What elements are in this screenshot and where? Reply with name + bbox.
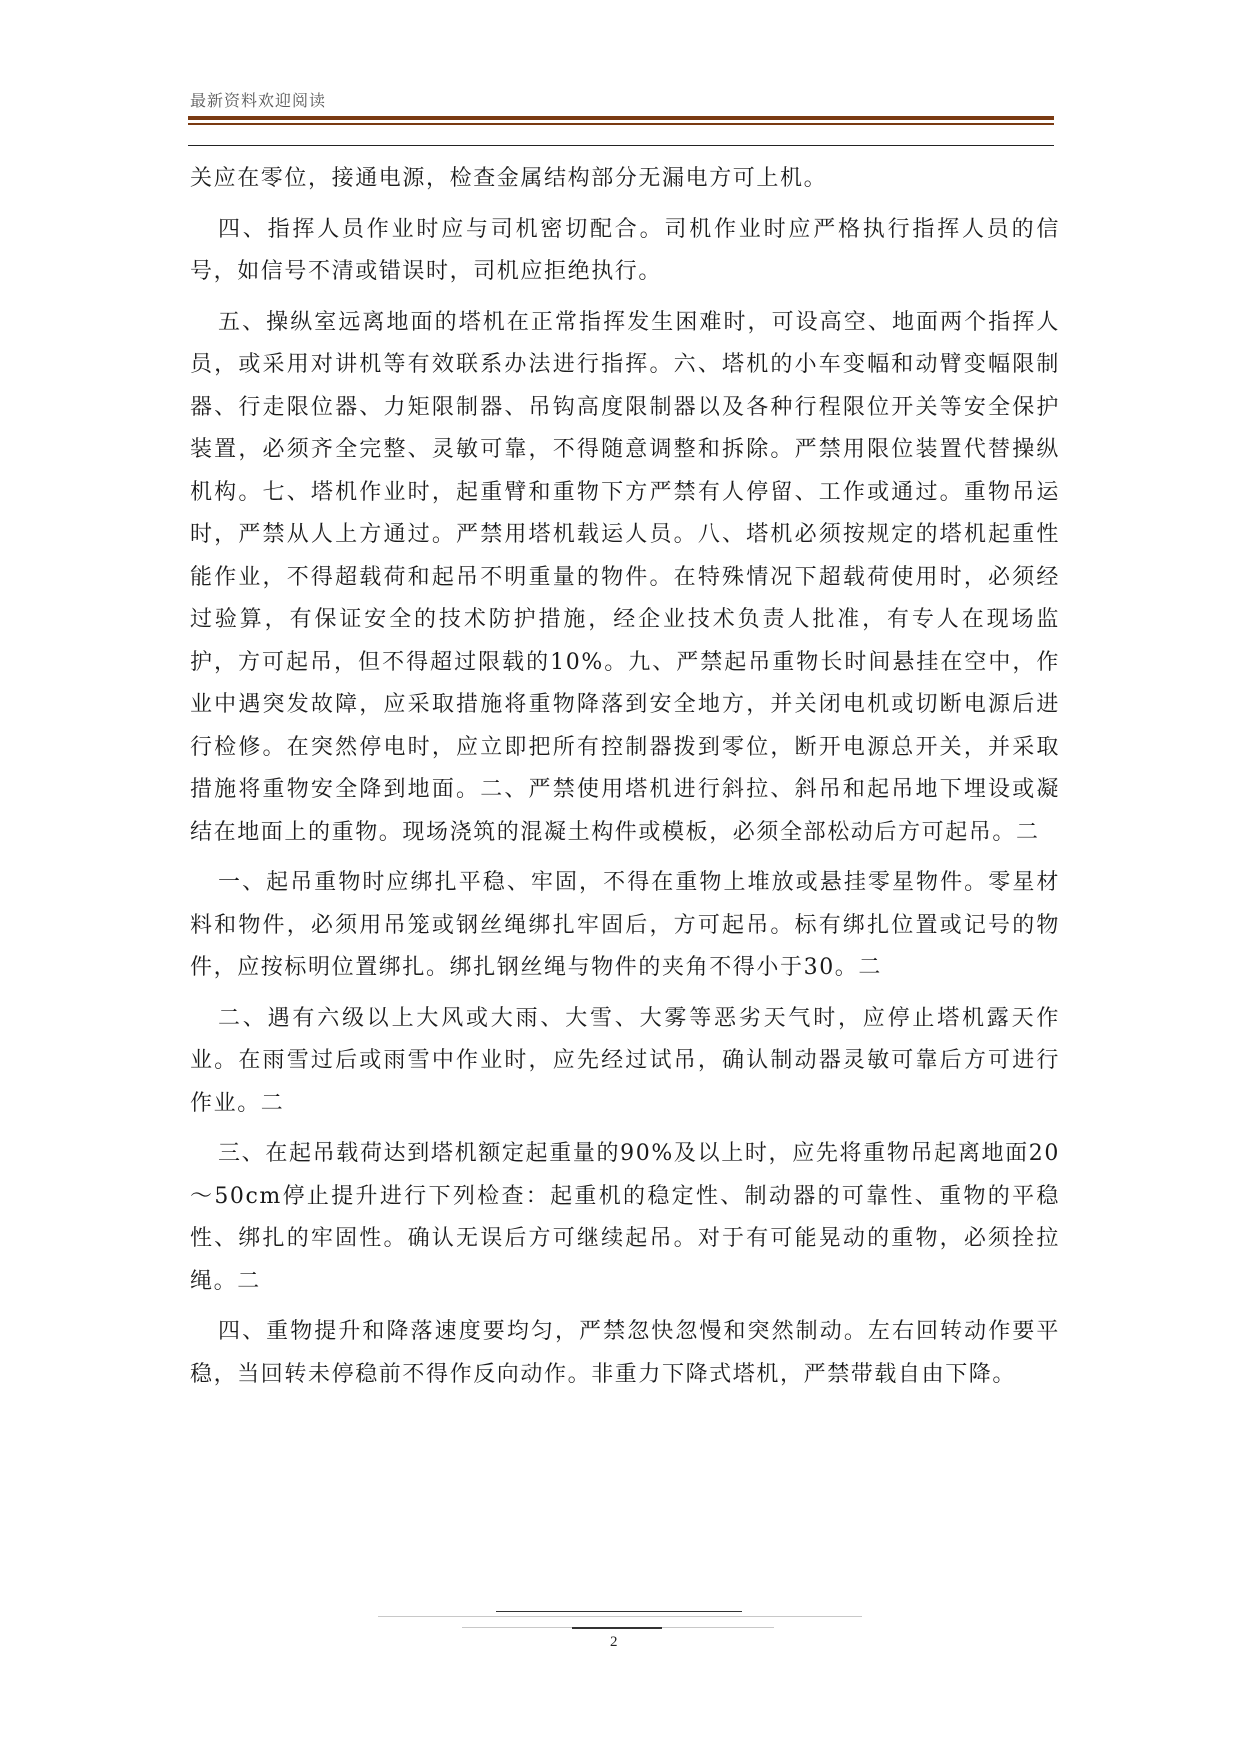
footer-rule — [378, 1616, 862, 1617]
document-body — [190, 158, 1060, 1404]
footer-rule — [496, 1611, 742, 1612]
page-number: 2 — [610, 1634, 618, 1650]
header-rule-thick — [188, 116, 1054, 120]
footer-rule — [572, 1627, 662, 1629]
page-header-title: 最新资料欢迎阅读 — [190, 91, 327, 110]
paragraph: 四、重物提升和降落速度要均匀，严禁忽快忽慢和突然制动。左右回转动作要平稳，当回转未停稳前不得作反向动作。非重力下降式塔机，严禁带载自由下降。 — [190, 1319, 1060, 1387]
paragraph: 五、操纵室远离地面的塔机在正常指挥发生困难时，可设高空、地面两个指挥人员，或采用对讲机等有效联系办法进行指挥。六、塔机的小车变幅和动臂变幅限制器、行走限位器、力矩限制器、吊钩高度限制器以及各种行程限位开关等安全保护装置，必须齐全完整、灵敏可靠，不得随意调整和拆除。严禁用限位装置代替操纵机构。七、塔机作业时，起重臂和重物下方严禁有人停留、工作或通过。重物吊运时，严禁从人上方通过。严禁用塔机载运人员。八、塔机必须按规定的塔机起重性能作业，不得超载荷和起吊不明重量的物件。在特殊情况下超载荷使用时，必须经过验算，有保证安全的技术防护措施，经企业技术负责人批准，有专人在现场监护，方可起吊，但不得超过限载的10%。九、严禁起吊重物长时间悬挂在空中，作业中遇突发故障，应采取措施将重物降落到安全地方，并关闭电机或切断电源后进行检修。在突然停电时，应立即把所有控制器拨到零位，断开电源总开关，并采取措施将重物安全降到地面。二、严禁使用塔机进行斜拉、斜吊和起吊地下埋设或凝结在地面上的重物。现场浇筑的混凝土构件或模板，必须全部松动后方可起吊。二 — [190, 309, 1060, 845]
paragraph: 三、在起吊载荷达到塔机额定起重量的90%及以上时，应先将重物吊起离地面20～50cm停止提升进行下列检查：起重机的稳定性、制动器的可靠性、重物的平稳性、绑扎的牢固性。确认无误后方可继续起吊。对于有可能晃动的重物，必须拴拉绳。二 — [190, 1141, 1060, 1294]
header-rule-thin — [188, 123, 1054, 125]
paragraph: 关应在零位，接通电源，检查金属结构部分无漏电方可上机。 — [190, 166, 828, 191]
paragraph: 四、指挥人员作业时应与司机密切配合。司机作业时应严格执行指挥人员的信号，如信号不清或错误时，司机应拒绝执行。 — [190, 216, 1060, 284]
header-rule-black — [188, 145, 1054, 146]
paragraph: 一、起吊重物时应绑扎平稳、牢固，不得在重物上堆放或悬挂零星物件。零星材料和物件，必须用吊笼或钢丝绳绑扎牢固后，方可起吊。标有绑扎位置或记号的物件，应按标明位置绑扎。绑扎钢丝绳与物件的夹角不得小于30。二 — [190, 870, 1060, 980]
paragraph: 二、遇有六级以上大风或大雨、大雪、大雾等恶劣天气时，应停止塔机露天作业。在雨雪过后或雨雪中作业时，应先经过试吊，确认制动器灵敏可靠后方可进行作业。二 — [190, 1005, 1060, 1116]
